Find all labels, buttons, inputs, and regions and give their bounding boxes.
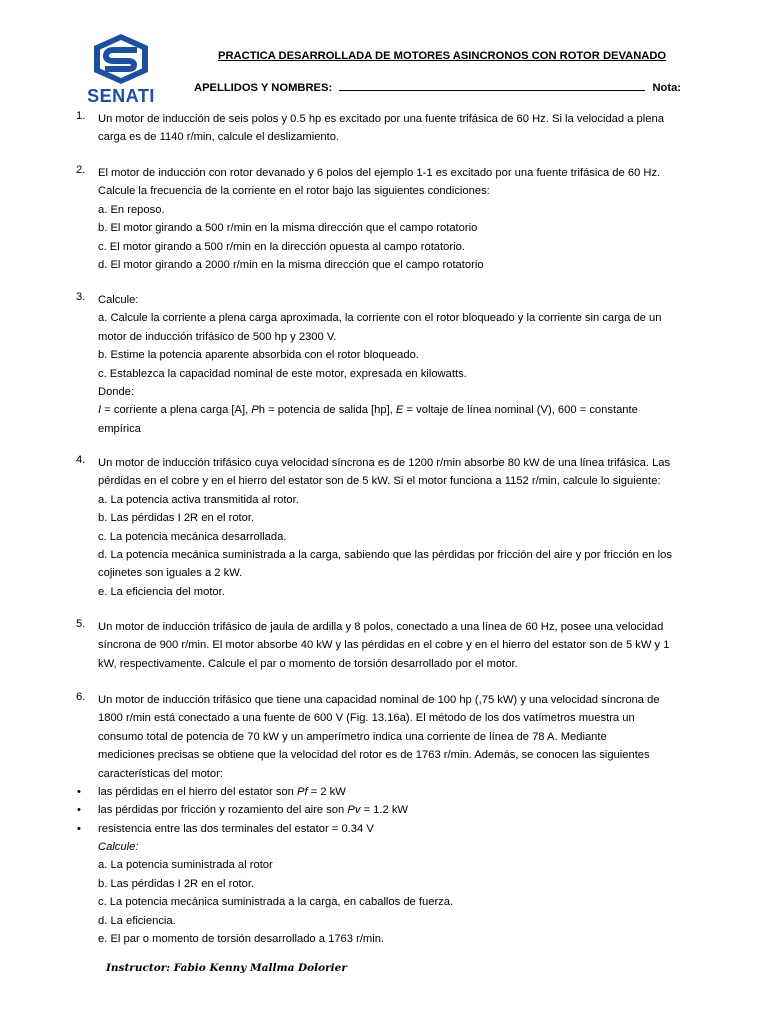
question-1 (76, 110, 688, 147)
question-number: 5. (76, 618, 86, 630)
question-line: a. En reposo. (98, 203, 165, 216)
question-line: características del motor: (98, 767, 223, 780)
subquestion: d. La eficiencia. (98, 914, 176, 927)
bullet-dot-icon: • (77, 786, 81, 798)
question-number: 3. (76, 291, 86, 303)
q6-subquestions (98, 838, 688, 948)
logo-text: SENATI (87, 86, 155, 106)
page-title: PRACTICA DESARROLLADA DE MOTORES ASINCRONOS CON ROTOR DEVANADO (218, 50, 667, 62)
where-text: = voltaje de línea nominal (V), 600 = constante (403, 404, 638, 417)
question-line: Un motor de inducción trifásico cuya velocidad síncrona es de 1200 r/min absorbe 80 kW de una línea trifásica. Las (98, 457, 671, 469)
question-line: carga es de 1140 r/min, calcule el deslizamiento. (98, 131, 340, 144)
question-line: cojinetes son iguales a 2 kW. (98, 567, 243, 580)
instructor-signature: Instructor: Fabio Kenny Mallma Dolorier (106, 962, 347, 974)
question-line: Un motor de inducción de seis polos y 0.5 hp es excitado por una fuente trifásica de 60 Hz. Si la velocidad a plena (98, 113, 664, 125)
question-line: Un motor de inducción trifásico de jaula de ardilla y 8 polos, conectado a una línea de 60 Hz, posee una velocidad (98, 621, 664, 633)
question-line: 1800 r/min está conectado a una fuente de 600 V (Fig. 13.16a). El método de los dos vatímetros muestra un (98, 712, 635, 725)
senati-emblem-icon (78, 32, 164, 86)
senati-logo (78, 32, 164, 108)
bullet-item: • resistencia entre las dos terminales del estator = 0.34 V (76, 820, 688, 838)
question-line: a. La potencia activa transmitida al rotor. (98, 493, 299, 506)
question-number: 1. (76, 110, 86, 122)
question-line: Donde: (98, 386, 135, 399)
question-line: d. El motor girando a 2000 r/min en la misma dirección que el campo rotatorio (98, 259, 484, 272)
question-number: 2. (76, 164, 86, 176)
bullet-dot-icon: • (77, 804, 81, 817)
question-5 (76, 618, 688, 673)
where-text: h = potencia de salida [hp], (258, 404, 396, 417)
bullet-dot-icon: • (77, 822, 81, 835)
q6-bullet-list (76, 783, 688, 838)
question-line: b. Las pérdidas I 2R en el rotor. (98, 512, 255, 525)
where-line (98, 401, 688, 419)
question-6 (76, 691, 688, 783)
question-line: c. El motor girando a 500 r/min en la dirección opuesta al campo rotatorio. (98, 240, 465, 253)
question-line: e. La eficiencia del motor. (98, 585, 225, 598)
question-line: kW, respectivamente. Calcule el par o momento de torsión desarrollado por el motor. (98, 657, 518, 670)
where-text: = corriente a plena carga [A], (101, 404, 252, 417)
calc-label: Calcule: (98, 841, 139, 853)
question-4 (76, 454, 688, 601)
subquestion: c. La potencia mecánica suministrada a la carga, en caballos de fuerza. (98, 896, 454, 909)
bullet-item: • las pérdidas por fricción y rozamiento del aire son Pv = 1.2 kW (76, 801, 688, 819)
names-row (194, 81, 681, 94)
question-line: c. Establezca la capacidad nominal de este motor, expresada en kilowatts. (98, 367, 467, 380)
subquestion: b. Las pérdidas I 2R en el rotor. (98, 877, 255, 890)
question-line: pérdidas en el cobre y en el hierro del estator son de 5 kW. Si el motor funciona a 1152 r/min, calcule lo siguiente: (98, 475, 661, 488)
question-line: Un motor de inducción trifásico que tiene una capacidad nominal de 100 hp (,75 kW) y una velocidad síncrona de (98, 694, 660, 706)
grade-label: Nota: (652, 82, 682, 94)
var-p: P (251, 404, 259, 417)
var-i: I (98, 404, 102, 417)
question-line: síncrona de 900 r/min. El motor absorbe 40 kW y las pérdidas en el cobre y en el hierro del estator son de 5 kW y 1 (98, 639, 670, 652)
question-line: empírica (98, 422, 141, 435)
question-line: Calcule: (98, 294, 139, 306)
question-number: 6. (76, 691, 86, 703)
question-2 (76, 164, 688, 274)
question-3 (76, 291, 688, 438)
question-line: motor de inducción trifásico de 500 hp y 2300 V. (98, 330, 337, 343)
question-line: d. La potencia mecánica suministrada a la carga, sabiendo que las pérdidas por fricción del aire y por fricción en los (98, 549, 672, 562)
question-line: consumo total de potencia de 70 kW y un amperímetro indica una corriente de línea de 78 A. Mediante (98, 730, 607, 743)
names-blank-line (339, 81, 645, 91)
subquestion: e. El par o momento de torsión desarrollado a 1763 r/min. (98, 933, 385, 946)
question-line: c. La potencia mecánica desarrollada. (98, 530, 287, 543)
var-e: E (395, 404, 404, 417)
names-label: APELLIDOS Y NOMBRES: (194, 82, 333, 94)
question-line: El motor de inducción con rotor devanado y 6 polos del ejemplo 1-1 es excitado por una fuente trifásica de 60 Hz. (98, 167, 661, 179)
question-line: mediciones precisas se obtiene que la velocidad del rotor es de 1763 r/min. Además, se conocen las siguientes (98, 749, 650, 762)
bullet-item: • las pérdidas en el hierro del estator son Pf = 2 kW (76, 783, 688, 801)
question-line: Calcule la frecuencia de la corriente en el rotor bajo las siguientes condiciones: (98, 185, 490, 198)
question-line: a. Calcule la corriente a plena carga aproximada, la corriente con el rotor bloqueado y la corriente sin carga de un (98, 312, 662, 325)
question-line: b. Estime la potencia aparente absorbida con el rotor bloqueado. (98, 349, 419, 362)
subquestion: a. La potencia suministrada al rotor (98, 859, 273, 872)
question-line: b. El motor girando a 500 r/min en la misma dirección que el campo rotatorio (98, 222, 478, 235)
question-number: 4. (76, 454, 86, 466)
